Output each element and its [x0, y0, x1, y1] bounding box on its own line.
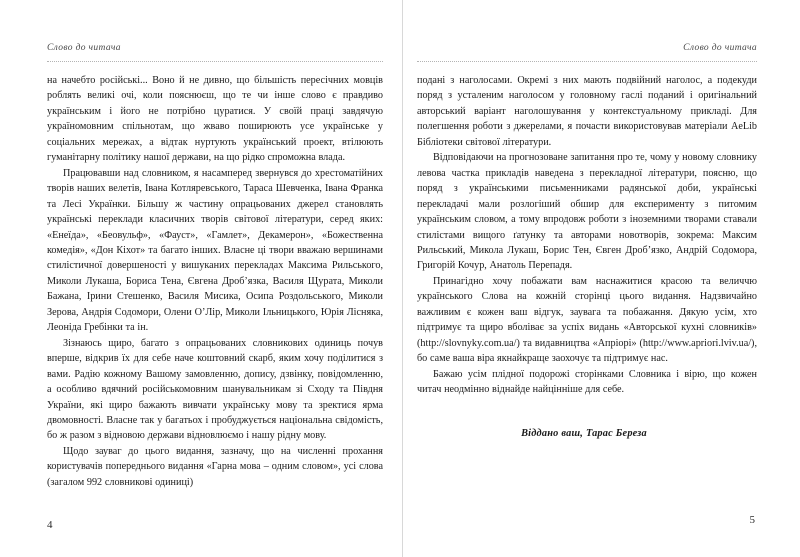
- running-head-right: Слово до читача: [683, 43, 757, 53]
- page-number-left: 4: [47, 519, 53, 531]
- body-column-left: [47, 73, 383, 490]
- page-number-right: 5: [749, 514, 755, 526]
- header-rule-right: [417, 60, 757, 62]
- gutter-divider: [402, 0, 403, 557]
- running-head-left: Слово до читача: [47, 43, 121, 53]
- paragraph: подані з наголосами. Окремі з них мають подвійний наголос, а подекуди поряд з усталеним наголосом у головному гаслі поданий і оригінальний авторський варіант наголошування у контекстуальному прикладі. Для полегшення роботи з джерелами, я почасти використовував матеріали AeLib Бібліотеки світової літератури.: [417, 75, 757, 148]
- paragraph: Щодо зауваг до цього видання, зазначу, що на численні прохання користувачів попереднього видання «Гарна мова – одним словом», усі слова (загалом 992 словникові одиниці): [47, 445, 383, 488]
- paragraph: Зізнаюсь щиро, багато з опрацьованих словникових одиниць почув вперше, відкрив їх для себе наче коштовний скарб, яким хочу поділитися з вами. Радію кожному Вашому замовленню, допису, дзвінку, повідомленню, а особливо вдячний російськомовним шанувальникам зі Сходу та Півдня України, які щиро бажають вивчати українську мову та зректися ярма двомовності. Власне так у багатьох і пробуджується національна свідомість, бо ж разом з відновою держави відновлюємо і нашу рідну мову.: [47, 337, 383, 442]
- header-rule-left: [47, 60, 383, 62]
- paragraph: Працювавши над словником, я насамперед звернувся до хрестоматійних творів наших велетів, Івана Котляревського, Тараса Шевченка, Івана Франка та Лесі Українки. Більшу ж частину опрацьованих джерел становлять українські переклади класичних творів світової літератури, серед яких: «Енеїда», «Беовульф», «Фауст», «Гамлет», Декамерон», «Божественна комедія», «Дон Кіхот» та багато інших. Власне ці твори вважаю вершинами стилістичної довершеності у вишуканих перекладах Максима Рильського, Миколи Лукаша, Бориса Тена, Євгена Дроб’язка, Василя Щурата, Миколи Бажана, Ірини Стешенко, Василя Мисика, Осипа Роздольського, Миколи Зерова, Андрія Содомори, Олени О’Лір, Миколи Ільницького, Юрія Лісняка, Леоніда Гребінки та ін.: [47, 167, 383, 334]
- author-signature: Віддано ваш, Тарас Береза: [521, 427, 647, 439]
- page-right: [400, 0, 800, 557]
- paragraph: Відповідаючи на прогнозоване запитання про те, чому у новому словнику левова частка прикладів наведена з перекладної літератури, поясню, що поряд з українськими письменниками радянської доби, українські перекладачі мали розлогіший обшир для експерименту з питомим українським словом, а тому впродовж роботи з іноземними творами ставали стилістами вищого ґатунку та авторами новотворів, зокрема: Максим Рильський, Микола Лукаш, Борис Тен, Євген Дроб’язко, Андрій Содомора, Григорій Кочур, Анатоль Перепадя.: [417, 152, 757, 272]
- paragraph: Принагідно хочу побажати вам наснажитися красою та величчю українського Слова на кожній сторінці цього видання. Надзвичайно важливим є кожен ваш відгук, заувага та побажання. Дякую усім, хто підтримує та щиро вболіває за успіх видань «Авторської кухні словників» (http://slovnyky.com.ua/) та видавництва «Апріорі» (http://www.apriori.lviv.ua/), бо саме ваша віра якнайкраще заохочує та підтримує нас.: [417, 275, 757, 365]
- paragraph: Бажаю усім плідної подорожі сторінками Словника і вірю, що кожен читач неодмінно віднайде найцінніше для себе.: [417, 368, 757, 396]
- body-column-right: [417, 73, 757, 441]
- paragraph: на начебто російські... Воно й не дивно, що більшість пересічних мовців роблять великі очі, коли пояснюєш, що те чи інше слово є правдиво українським і його не потрібно цуратися. У своїй праці завдячую україномовним спільнотам, що жваво поширюють усе українське у соціальних мережах, а відтак нуртують український проект, втілюють гуманітарну політику нашої держави, на що рідко спроможна влада.: [47, 75, 383, 164]
